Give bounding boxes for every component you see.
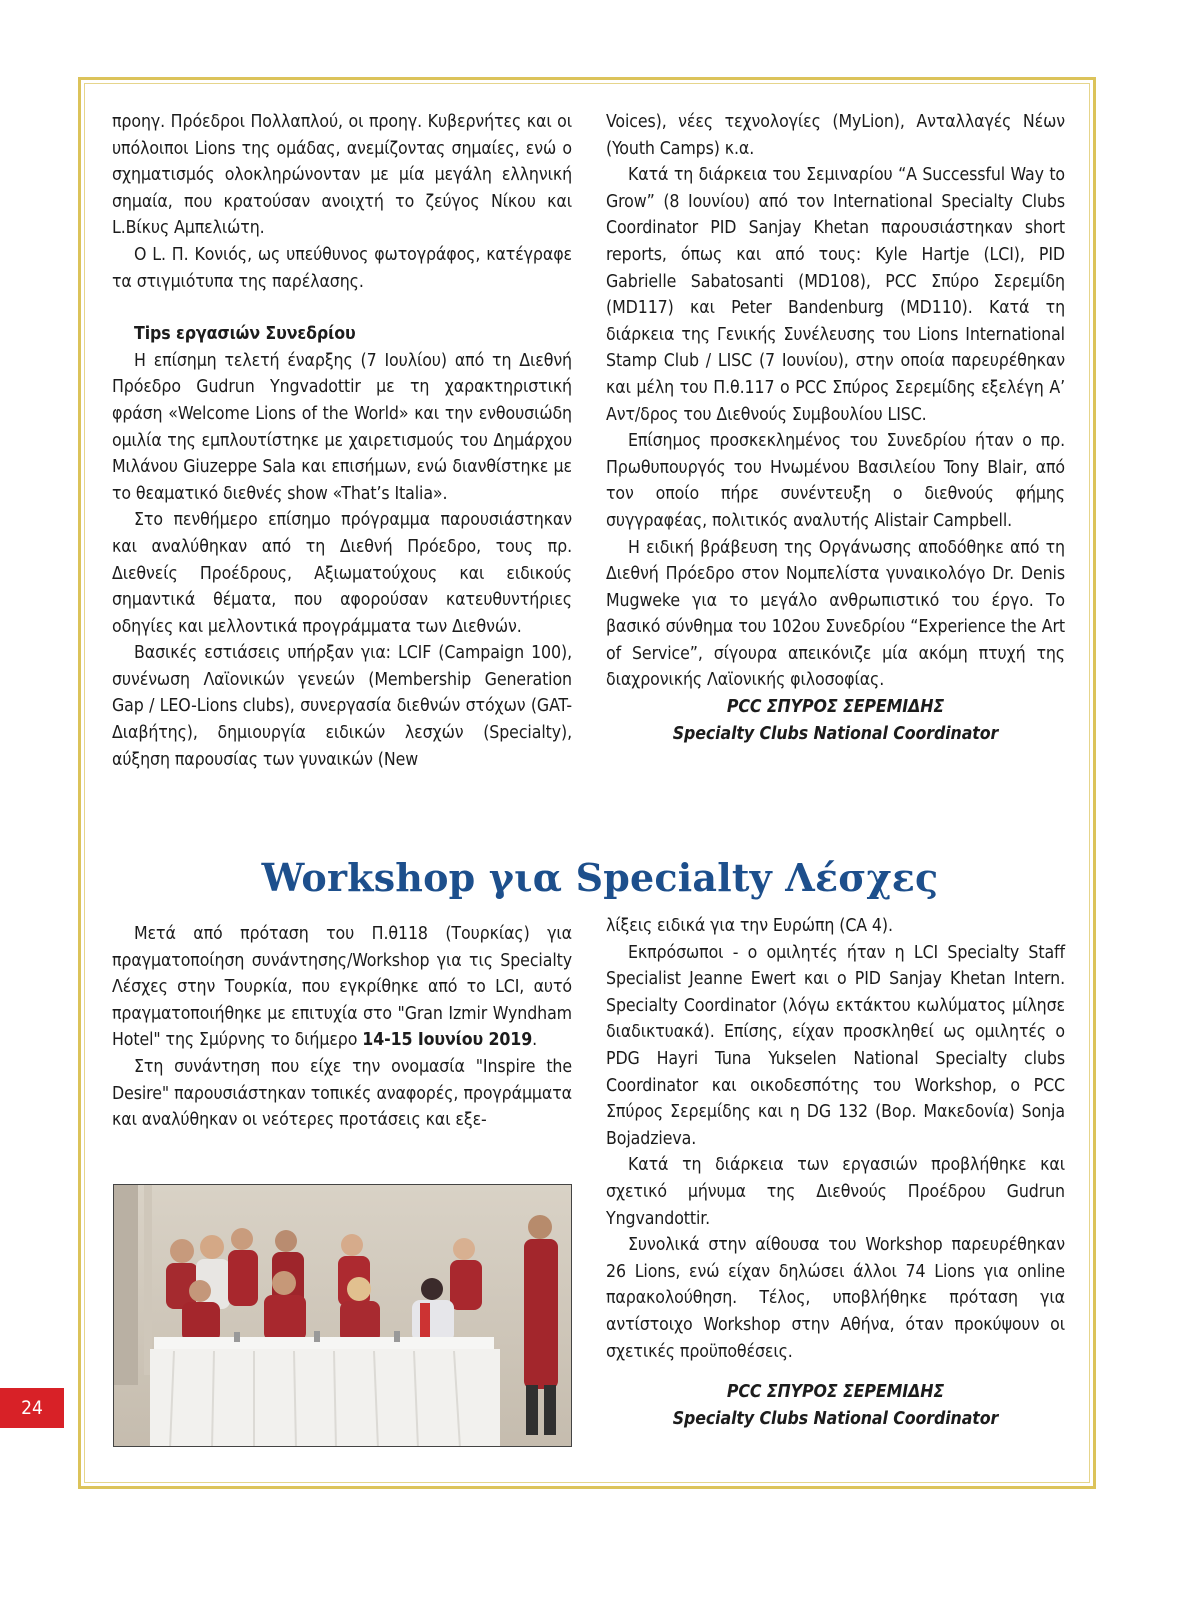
article1-left-para-3: Η επίσημη τελετή έναρξης (7 Ιουλίου) από τη Διεθνή Πρόεδρο Gudrun Yngvadottir με τη χαρακτηριστική φράση «Welcome Lions of the World» και την ενθουσιώδη ομιλία της εμπλουτίστηκε με χαιρετισμούς του Δημάρχου Μιλάνου Giuzeppe Sala και επισήμων, ενώ διανθίστηκε με το θεαματικό διεθνές show «That’s Italia». bbox=[112, 350, 572, 504]
article2-right-column bbox=[606, 913, 1065, 1433]
article1-left-para-4: Στο πενθήμερο επίσημο πρόγραμμα παρουσιάστηκαν και αναλύθηκαν από τη Διεθνή Πρόεδρο, τους πρ. Διεθνείς Προέδρους, Αξιωματούχους και ειδικούς σημαντικά θέματα, που αφορούσαν κατευθυντήριες οδηγίες και μελλοντικά προγράμματα των Διεθνών. bbox=[112, 510, 572, 637]
article2-para1-text: Μετά από πρόταση του Π.θ118 (Τουρκίας) για πραγματοποίηση συνάντησης/Workshop για τις Specialty Λέσχες στην Τουρκία, που εγκρίθηκε από το LCI, αυτό πραγματοποιήθηκε με επιτυχία στο "Gran Izmir Wyndham Hotel" της Σμύρνης το διήμερο bbox=[112, 924, 572, 1051]
article1-right-para-2: Κατά τη διάρκεια του Σεμιναρίου “A Successful Way to Grow” (8 Ιουνίου) από τον International Specialty Clubs Coordinator PID Sanjay Khetan παρουσιάστηκαν short reports, όπως και από τους: Kyle Hartje (LCI), PID Gabrielle Sabatosanti (MD108), PCC Σπύρο Σερεμίδη (MD117) και Peter Bandenburg (MD110). Κατά τη διάρκεια της Γενικής Συνέλευσης του Lions International Stamp Club / LISC (7 Ιουνίου), στην οποία παρευρέθηκαν και μέλη του Π.θ.117 ο PCC Σπύρος Σερεμίδης εξελέγη Α’ Αντ/δρος του Διεθνούς Συμβουλίου LISC. bbox=[606, 165, 1065, 425]
article1-left-para-5: Βασικές εστιάσεις υπήρξαν για: LCIF (Campaign 100), συνένωση Λαϊονικών γενεών (Membership Generation Gap / LEO-Lions clubs), συνεργασία διεθνών στόχων (GAT- Διαβήτης), δημιουργία ειδικών λεσχών (Specialty), αύξηση παρουσίας των γυναικών (New bbox=[112, 643, 572, 770]
page-number-badge: 24 bbox=[0, 1388, 64, 1428]
article2-left-para-2: Στη συνάντηση που είχε την ονομασία "Inspire the Desire" παρουσιάστηκαν τοπικές αναφορές, προγράμματα και αναλύθηκαν οι νεότερες προτάσεις και εξε- bbox=[112, 1056, 572, 1131]
article1-right-column bbox=[606, 109, 1065, 748]
article1-signature-title: Specialty Clubs National Coordinator bbox=[672, 724, 999, 745]
article2-right-para-3: Κατά τη διάρκεια των εργασιών προβλήθηκε και σχετικό μήνυμα της Διεθνούς Προέδρου Gudrun Yngvandottir. bbox=[606, 1155, 1065, 1229]
article2-right-para-2: Εκπρόσωποι - ο ομιλητές ήταν η LCI Specialty Staff Specialist Jeanne Ewert και ο PID Sanjay Khetan Intern. Specialty Coordinator (λόγω εκτάκτου κωλύματος μίλησε διαδικτυακά). Επίσης, είχαν προσκληθεί ως ομιλητές ο PDG Hayri Tuna Yukselen National Specialty clubs Coordinator και οικοδεσπότης του Workshop, ο PCC Σπύρος Σερεμίδης και η DG 132 (Βορ. Μακεδονία) Sonja Bojadzieva. bbox=[606, 942, 1065, 1149]
article2-signature-title: Specialty Clubs National Coordinator bbox=[672, 1409, 999, 1430]
article2-signature bbox=[606, 1379, 1065, 1433]
article1-subhead: Tips εργασιών Συνεδρίου bbox=[134, 324, 356, 345]
article2-left-column bbox=[112, 921, 572, 1134]
article2-right-para-4: Συνολικά στην αίθουσα του Workshop παρευρέθηκαν 26 Lions, ενώ είχαν δηλώσει άλλοι 74 Lions για online παρακολούθηση. Τέλος, υποβλήθηκε πρόταση για αντίστοιχο Workshop στην Αθήνα, όταν προκύψουν οι σχετικές προϋποθέσεις. bbox=[606, 1235, 1065, 1362]
article2-signature-name: PCC ΣΠΥΡΟΣ ΣΕΡΕΜΙΔΗΣ bbox=[726, 1382, 945, 1403]
article1-left-para-2: Ο L. Π. Κονιός, ως υπεύθυνος φωτογράφος, κατέγραφε τα στιγμιότυπα της παρέλασης. bbox=[112, 244, 572, 292]
article1-left-column bbox=[112, 109, 572, 773]
article2-headline: Workshop για Specialty Λέσχες bbox=[261, 855, 939, 900]
article2-para1-date: 14-15 Ιουνίου 2019 bbox=[362, 1030, 533, 1051]
article1-signature bbox=[606, 694, 1065, 748]
article2-left-para-1 bbox=[112, 921, 572, 1054]
article1-left-para-1: προηγ. Πρόεδροι Πολλαπλού, οι προηγ. Κυβερνήτες και οι υπόλοιποι Lions της ομάδας, ανεμίζοντας σημαίες, ενώ ο σχηματισμός ολοκληρώνονταν με μία μεγάλη ελληνική σημαία, που κρατούσαν ανοιχτή το ζεύγος Νίκου και L.Βίκυς Αμπελιώτη. bbox=[112, 112, 572, 239]
article1-signature-name: PCC ΣΠΥΡΟΣ ΣΕΡΕΜΙΔΗΣ bbox=[726, 697, 945, 718]
article1-right-para-3: Επίσημος προσκεκλημένος του Συνεδρίου ήταν ο πρ. Πρωθυπουργός του Ηνωμένου Βασιλείου Tony Blair, από τον οποίο πήρε συνέντευξη ο διεθνούς φήμης συγγραφέας, πολιτικός αναλυτής Alistair Campbell. bbox=[606, 431, 1065, 531]
article2-right-para-1: λίξεις ειδικά για την Ευρώπη (CA 4). bbox=[606, 916, 893, 936]
article1-right-para-4: Η ειδική βράβευση της Οργάνωσης αποδόθηκε από τη Διεθνή Πρόεδρο στον Νομπελίστα γυναικολόγο Dr. Denis Mugweke για το μεγάλο ανθρωπιστικό του έργο. Το βασικό σύνθημα του 102ου Συνεδρίου “Experience the Art of Service”, σίγουρα απεικόνιζε μία ακόμη πτυχή της διαχρονικής Λαϊονικής φιλοσοφίας. bbox=[606, 537, 1065, 691]
group-photo bbox=[113, 1184, 572, 1447]
article1-right-para-1: Voices), νέες τεχνολογίες (MyLion), Ανταλλαγές Νέων (Youth Camps) κ.α. bbox=[606, 112, 1065, 159]
article2-para1-end: . bbox=[532, 1030, 538, 1051]
